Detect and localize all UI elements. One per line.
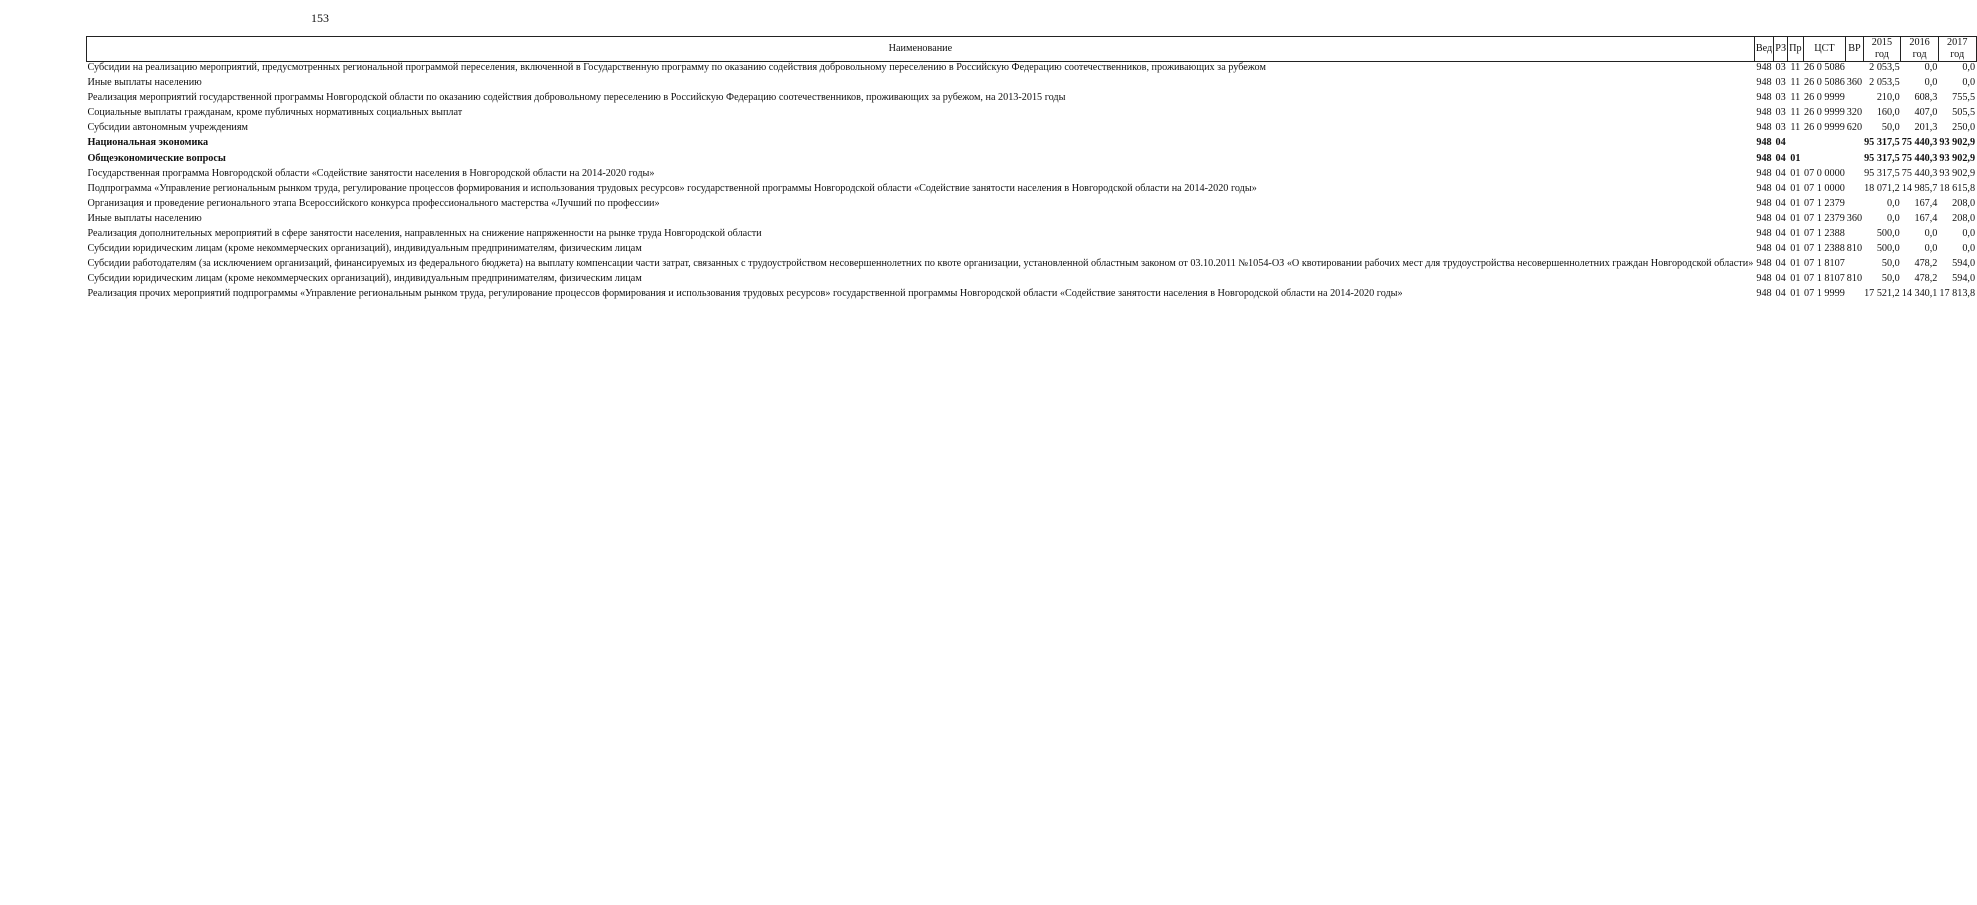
row-name: Реализация мероприятий государственной программы Новгородской области по оказанию содействия добровольному переселению в Российскую Федерацию соотечественников, проживающих за рубежом, на 2013-2015 годы bbox=[87, 92, 1066, 104]
table-header-row bbox=[87, 37, 1977, 62]
row-ved: 948 bbox=[1756, 107, 1772, 119]
table-row bbox=[87, 240, 1977, 255]
row-pr: 01 bbox=[1790, 182, 1801, 194]
row-pr: 01 bbox=[1790, 152, 1801, 164]
row-cst: 26 0 5086 bbox=[1804, 62, 1845, 73]
row-name: Субсидии юридическим лицам (кроме некоммерческих организаций), индивидуальным предпринимателям, физическим лицам bbox=[87, 243, 642, 255]
row-ved: 948 bbox=[1756, 243, 1772, 255]
row-2015: 18 071,2 bbox=[1864, 182, 1900, 194]
row-name: Общеэкономические вопросы bbox=[87, 152, 226, 164]
row-cst: 07 1 2379 bbox=[1804, 197, 1845, 209]
row-name: Социальные выплаты гражданам, кроме публичных нормативных социальных выплат bbox=[87, 107, 463, 119]
row-2017: 17 813,8 bbox=[1939, 288, 1976, 300]
row-2016: 0,0 bbox=[1924, 62, 1938, 73]
row-rz: 04 bbox=[1775, 228, 1786, 240]
row-rz: 04 bbox=[1775, 288, 1786, 300]
table-row bbox=[87, 104, 1977, 119]
row-2017: 93 902,9 bbox=[1939, 137, 1976, 149]
table-row bbox=[87, 210, 1977, 225]
row-pr: 11 bbox=[1790, 62, 1801, 73]
row-ved: 948 bbox=[1756, 182, 1772, 194]
row-name: Организация и проведение регионального этапа Всероссийского конкурса профессионального мастерства «Лучший по профессии» bbox=[87, 197, 660, 209]
row-cst bbox=[1803, 150, 1846, 165]
row-name: Субсидии юридическим лицам (кроме некоммерческих организаций), индивидуальным предпринимателям, физическим лицам bbox=[87, 273, 642, 285]
row-pr: 01 bbox=[1790, 197, 1801, 209]
header-name: Наименование bbox=[87, 37, 1755, 62]
row-2017: 0,0 bbox=[1962, 62, 1976, 73]
row-2015: 210,0 bbox=[1876, 92, 1900, 104]
row-pr: 11 bbox=[1790, 92, 1801, 104]
row-vr: 810 bbox=[1846, 273, 1863, 285]
row-rz: 04 bbox=[1775, 137, 1786, 149]
table-row bbox=[87, 134, 1977, 149]
row-2015: 17 521,2 bbox=[1864, 288, 1900, 300]
row-rz: 04 bbox=[1775, 167, 1786, 179]
row-pr: 11 bbox=[1790, 107, 1801, 119]
row-2016: 14 985,7 bbox=[1901, 182, 1938, 194]
table-row bbox=[87, 165, 1977, 180]
header-vr: ВР bbox=[1846, 37, 1863, 62]
table-row bbox=[87, 74, 1977, 89]
row-2016: 0,0 bbox=[1924, 77, 1938, 89]
row-2015: 2 053,5 bbox=[1869, 62, 1900, 73]
row-pr: 01 bbox=[1790, 212, 1801, 224]
row-2017: 0,0 bbox=[1962, 77, 1976, 89]
row-rz: 04 bbox=[1775, 258, 1786, 270]
row-pr: 01 bbox=[1790, 243, 1801, 255]
row-name: Субсидии на реализацию мероприятий, предусмотренных региональной программой переселения, включенной в Государственную программу по оказанию содействия добровольному переселению в Российскую Федерацию соотечественников, проживающих за рубежом bbox=[87, 62, 1266, 73]
row-ved: 948 bbox=[1756, 122, 1772, 134]
row-cst: 26 0 9999 bbox=[1804, 107, 1845, 119]
row-pr: 01 bbox=[1790, 258, 1801, 270]
row-2015: 95 317,5 bbox=[1864, 137, 1900, 149]
row-2017: 93 902,9 bbox=[1939, 152, 1976, 164]
row-ved: 948 bbox=[1756, 258, 1772, 270]
row-2016: 0,0 bbox=[1924, 228, 1938, 240]
row-rz: 03 bbox=[1775, 107, 1786, 119]
row-pr: 11 bbox=[1790, 77, 1801, 89]
row-ved: 948 bbox=[1756, 167, 1772, 179]
row-ved: 948 bbox=[1756, 137, 1772, 149]
row-ved: 948 bbox=[1756, 152, 1772, 164]
row-ved: 948 bbox=[1756, 273, 1772, 285]
row-ved: 948 bbox=[1756, 77, 1772, 89]
row-2015: 50,0 bbox=[1881, 273, 1900, 285]
row-cst bbox=[1803, 134, 1846, 149]
row-vr bbox=[1846, 89, 1863, 104]
row-2015: 50,0 bbox=[1881, 122, 1900, 134]
row-name: Субсидии работодателям (за исключением организаций, финансируемых из федерального бюджета) на выплату компенсации части затрат, связанных с трудоустройством несовершеннолетних по квоте организации, установленной областным законом от 03.10.2011 №1054-ОЗ «О квотировании рабочих мест для трудоустройства несовершеннолетних граждан Новгородской области» bbox=[87, 258, 1754, 270]
header-2017: 2017 год bbox=[1938, 37, 1976, 62]
row-cst: 26 0 9999 bbox=[1804, 122, 1845, 134]
header-ved: Вед bbox=[1754, 37, 1773, 62]
table-row bbox=[87, 89, 1977, 104]
row-vr bbox=[1846, 195, 1863, 210]
table-body bbox=[87, 62, 1977, 301]
row-vr bbox=[1846, 180, 1863, 195]
row-rz: 04 bbox=[1775, 273, 1786, 285]
row-2017: 18 615,8 bbox=[1939, 182, 1976, 194]
row-2016: 407,0 bbox=[1914, 107, 1938, 119]
header-pr: Пр bbox=[1788, 37, 1803, 62]
table-row bbox=[87, 285, 1977, 300]
row-2017: 505,5 bbox=[1952, 107, 1976, 119]
budget-table bbox=[86, 36, 1977, 301]
table-row bbox=[87, 62, 1977, 75]
row-2015: 95 317,5 bbox=[1864, 152, 1900, 164]
row-rz: 04 bbox=[1775, 152, 1786, 164]
row-2016: 75 440,3 bbox=[1901, 152, 1938, 164]
row-name: Субсидии автономным учреждениям bbox=[87, 122, 248, 134]
header-2016: 2016 год bbox=[1901, 37, 1939, 62]
row-cst: 26 0 9999 bbox=[1804, 92, 1845, 104]
row-pr: 01 bbox=[1790, 273, 1801, 285]
row-rz: 03 bbox=[1775, 122, 1786, 134]
row-2016: 75 440,3 bbox=[1901, 137, 1938, 149]
row-2015: 500,0 bbox=[1876, 228, 1900, 240]
row-2016: 478,2 bbox=[1914, 258, 1938, 270]
row-2015: 95 317,5 bbox=[1864, 167, 1900, 179]
row-rz: 03 bbox=[1775, 77, 1786, 89]
row-name: Реализация дополнительных мероприятий в сфере занятости населения, направленных на снижение напряженности на рынке труда Новгородской области bbox=[87, 228, 762, 240]
row-cst: 26 0 5086 bbox=[1804, 77, 1845, 89]
row-name: Реализация прочих мероприятий подпрограммы «Управление региональным рынком труда, регулирование процессов формирования и использования трудовых ресурсов» государственной программы Новгородской области «Содействие занятости населения в Новгородской области на 2014-2020 годы» bbox=[87, 288, 1403, 300]
row-name: Подпрограмма «Управление региональным рынком труда, регулирование процессов формирования и использования трудовых ресурсов» государственной программы Новгородской области «Содействие занятости населения в Новгородской области на 2014-2020 годы» bbox=[87, 182, 1257, 194]
row-ved: 948 bbox=[1756, 92, 1772, 104]
row-2015: 0,0 bbox=[1887, 212, 1900, 224]
table-row bbox=[87, 195, 1977, 210]
row-rz: 04 bbox=[1775, 212, 1786, 224]
row-cst: 07 1 8107 bbox=[1804, 273, 1845, 285]
row-vr: 320 bbox=[1846, 107, 1863, 119]
header-rz: РЗ bbox=[1774, 37, 1788, 62]
row-2016: 608,3 bbox=[1914, 92, 1938, 104]
header-cst: ЦСТ bbox=[1803, 37, 1846, 62]
row-2016: 478,2 bbox=[1914, 273, 1938, 285]
row-vr bbox=[1846, 165, 1863, 180]
row-name: Национальная экономика bbox=[87, 137, 209, 149]
row-2015: 2 053,5 bbox=[1869, 77, 1900, 89]
row-rz: 04 bbox=[1775, 197, 1786, 209]
row-2017: 0,0 bbox=[1962, 228, 1976, 240]
row-name: Иные выплаты населению bbox=[87, 77, 202, 89]
row-2016: 0,0 bbox=[1924, 243, 1938, 255]
row-pr: 01 bbox=[1790, 167, 1801, 179]
table-row bbox=[87, 119, 1977, 134]
row-rz: 03 bbox=[1775, 92, 1786, 104]
row-2017: 755,5 bbox=[1952, 92, 1976, 104]
row-vr bbox=[1846, 62, 1863, 75]
row-2017: 208,0 bbox=[1952, 197, 1976, 209]
row-cst: 07 0 0000 bbox=[1804, 167, 1845, 179]
table-row bbox=[87, 150, 1977, 165]
row-cst: 07 1 2379 bbox=[1804, 212, 1845, 224]
row-pr: 11 bbox=[1790, 122, 1801, 134]
row-rz: 03 bbox=[1775, 62, 1786, 73]
table-row bbox=[87, 225, 1977, 240]
row-2015: 160,0 bbox=[1876, 107, 1900, 119]
row-pr bbox=[1788, 134, 1803, 149]
table-row bbox=[87, 255, 1977, 270]
row-cst: 07 1 2388 bbox=[1804, 243, 1845, 255]
row-vr: 360 bbox=[1846, 77, 1863, 89]
row-name: Иные выплаты населению bbox=[87, 212, 202, 224]
row-cst: 07 1 2388 bbox=[1804, 228, 1845, 240]
row-vr: 810 bbox=[1846, 243, 1863, 255]
row-2016: 167,4 bbox=[1914, 197, 1938, 209]
row-2017: 594,0 bbox=[1952, 273, 1976, 285]
row-2017: 250,0 bbox=[1952, 122, 1976, 134]
row-2016: 14 340,1 bbox=[1901, 288, 1938, 300]
row-2016: 75 440,3 bbox=[1901, 167, 1938, 179]
row-cst: 07 1 9999 bbox=[1804, 288, 1845, 300]
row-vr: 620 bbox=[1846, 122, 1863, 134]
row-vr bbox=[1846, 255, 1863, 270]
row-2017: 594,0 bbox=[1952, 258, 1976, 270]
row-rz: 04 bbox=[1775, 182, 1786, 194]
row-ved: 948 bbox=[1756, 288, 1772, 300]
row-2015: 0,0 bbox=[1887, 197, 1900, 209]
row-2015: 500,0 bbox=[1876, 243, 1900, 255]
row-cst: 07 1 8107 bbox=[1804, 258, 1845, 270]
row-vr bbox=[1846, 134, 1863, 149]
row-2016: 201,3 bbox=[1914, 122, 1938, 134]
row-2016: 167,4 bbox=[1914, 212, 1938, 224]
row-ved: 948 bbox=[1756, 228, 1772, 240]
row-ved: 948 bbox=[1756, 62, 1772, 73]
page-number: 153 bbox=[311, 11, 329, 25]
row-ved: 948 bbox=[1756, 212, 1772, 224]
header-2015: 2015 год bbox=[1863, 37, 1901, 62]
row-cst: 07 1 0000 bbox=[1804, 182, 1845, 194]
row-2017: 0,0 bbox=[1962, 243, 1976, 255]
row-pr: 01 bbox=[1790, 228, 1801, 240]
table-row bbox=[87, 180, 1977, 195]
row-vr: 360 bbox=[1846, 212, 1863, 224]
row-2017: 93 902,9 bbox=[1939, 167, 1976, 179]
row-ved: 948 bbox=[1756, 197, 1772, 209]
row-2017: 208,0 bbox=[1952, 212, 1976, 224]
table-row bbox=[87, 270, 1977, 285]
row-rz: 04 bbox=[1775, 243, 1786, 255]
row-2015: 50,0 bbox=[1881, 258, 1900, 270]
row-vr bbox=[1846, 285, 1863, 300]
row-pr: 01 bbox=[1790, 288, 1801, 300]
row-vr bbox=[1846, 225, 1863, 240]
row-name: Государственная программа Новгородской области «Содействие занятости населения в Новгородской области на 2014-2020 годы» bbox=[87, 167, 655, 179]
row-vr bbox=[1846, 150, 1863, 165]
